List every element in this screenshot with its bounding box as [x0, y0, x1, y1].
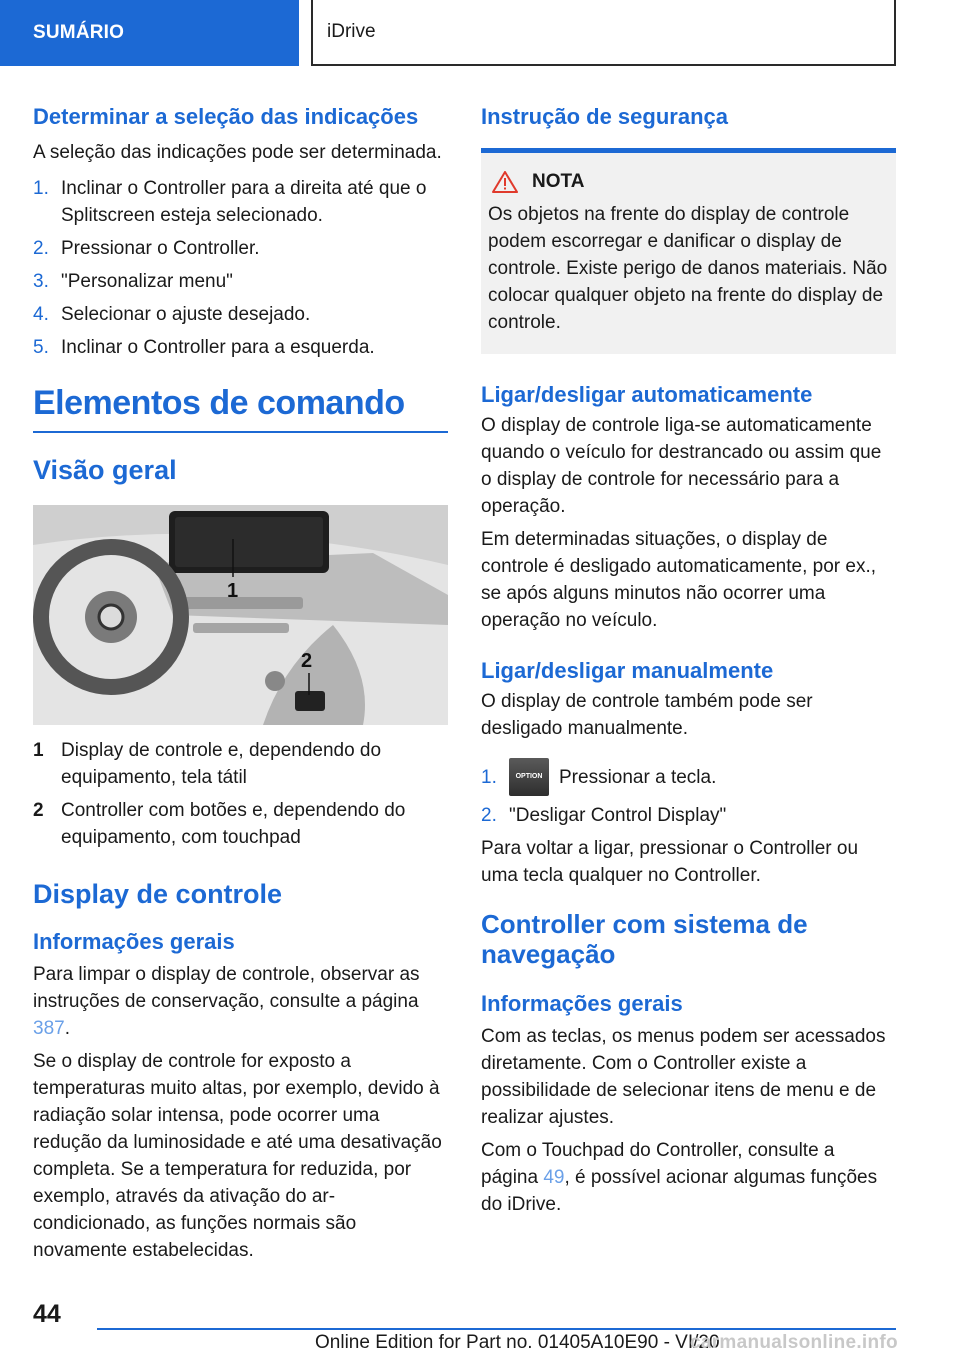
controller-subtitle: Informações gerais: [481, 991, 683, 1016]
list-item: [33, 737, 448, 791]
controller-paragraph-2: [481, 1137, 896, 1218]
list-item: [33, 797, 448, 851]
display-paragraph-2: Se o display de controle for exposto a temperaturas muito altas, por exemplo, devido à radiação solar intensa, pode ocorrer uma redução da luminosidade e até uma desativação completa. Se a temperatura for reduzida, por exemplo, através da ativação do ar-condicionado, as funções normais são novamente estabelecidas.: [33, 1051, 442, 1261]
list-item: [33, 301, 448, 328]
step-text: Inclinar o Controller para a esquerda.: [61, 337, 375, 358]
step-number: 2.: [481, 805, 497, 826]
page-number: 44: [33, 1300, 61, 1328]
selection-steps: [33, 175, 448, 361]
chapter-label: iDrive: [327, 21, 376, 42]
legend-text: Controller com botões e, dependendo do equipamento, com touchpad: [61, 800, 406, 848]
list-item: [33, 175, 448, 229]
auto-paragraph-2: Em determinadas situações, o display de controle é desligado automaticamente, por ex., se após alguns minutos não ocorrer uma operação no veículo.: [481, 529, 877, 631]
controller-text: Com o Touchpad do Controller, consulte a página: [481, 1140, 835, 1188]
list-item: [33, 235, 448, 262]
step-text: "Desligar Control Display": [509, 805, 727, 826]
display-text: Para limpar o display de controle, observar as instruções de conservação, consulte a página: [33, 964, 420, 1012]
manual-steps: [481, 758, 896, 829]
right-column: [481, 100, 896, 1218]
option-key-icon: OPTION: [509, 758, 549, 796]
legend-number: 1: [33, 740, 44, 761]
summary-tab[interactable]: SUMÁRIO: [0, 0, 299, 66]
watermark: carmanualsonline.info: [690, 1332, 898, 1353]
list-item: [481, 758, 896, 796]
note-text: Os objetos na frente do display de controle podem escorregar e danificar o display de controle. Existe perigo de danos materiais. Não colocar qualquer objeto na frente do display de controle.: [488, 204, 888, 333]
section-title-selection: Determinar a seleção das indicações: [33, 104, 419, 129]
list-item: [481, 802, 896, 829]
manual-paragraph-1: O display de controle também pode ser desligado manualmente.: [481, 691, 813, 739]
cockpit-photo: [33, 505, 448, 725]
auto-title: Ligar/desligar automaticamente: [481, 382, 813, 407]
note-box: [481, 148, 896, 354]
page-link-387[interactable]: 387: [33, 1018, 65, 1039]
safety-title: Instrução de segurança: [481, 104, 728, 129]
overview-title: Visão geral: [33, 455, 177, 485]
cockpit-illustration: [33, 505, 448, 725]
list-item: [33, 268, 448, 295]
display-paragraph-1: [33, 961, 448, 1042]
note-header: [488, 171, 888, 193]
step-text: Selecionar o ajuste desejado.: [61, 304, 311, 325]
manual-paragraph-2: Para voltar a ligar, pressionar o Controller ou uma tecla qualquer no Controller.: [481, 838, 859, 886]
legend-number: 2: [33, 800, 44, 821]
step-text: Pressionar o Controller.: [61, 238, 260, 259]
controller-paragraph-1: Com as teclas, os menus podem ser acessados diretamente. Com o Controller existe a possibilidade de selecionar itens de menu e de realizar ajustes.: [481, 1026, 886, 1128]
edition-text: Online Edition for Part no. 01405A10E90 - VI/20: [315, 1332, 720, 1353]
chapter-title: [311, 0, 896, 66]
manual-title: Ligar/desligar manualmente: [481, 658, 774, 683]
chapter-heading: Elementos de comando: [33, 381, 448, 433]
callout-2: 2: [301, 650, 313, 672]
callout-1: 1: [227, 580, 239, 602]
step-number: 5.: [33, 337, 49, 358]
step-number: 3.: [33, 271, 49, 292]
controller-text-end: , é possível acionar algumas funções do iDrive.: [481, 1167, 878, 1215]
display-text-end: .: [64, 1018, 70, 1039]
step-number: 2.: [33, 238, 49, 259]
note-label: NOTA: [532, 171, 585, 192]
step-number: 1.: [481, 766, 497, 788]
footer-divider: [97, 1328, 896, 1330]
page-link-49[interactable]: 49: [543, 1167, 565, 1188]
step-text: Pressionar a tecla.: [559, 766, 717, 788]
warning-icon: [492, 171, 518, 193]
step-text: Inclinar o Controller para a direita até que o Splitscreen esteja selecionado.: [61, 178, 427, 226]
step-number: 1.: [33, 178, 49, 199]
auto-paragraph-1: O display de controle liga-se automaticamente quando o veículo for destrancado ou assim que o display de controle for necessário para a operação.: [481, 415, 882, 517]
legend-text: Display de controle e, dependendo do equipamento, tela tátil: [61, 740, 382, 788]
step-text: "Personalizar menu": [61, 271, 233, 292]
left-column: [33, 100, 448, 1264]
display-title: Display de controle: [33, 879, 283, 909]
list-item: [33, 334, 448, 361]
step-number: 4.: [33, 304, 49, 325]
overview-legend: [33, 737, 448, 851]
display-subtitle: Informações gerais: [33, 929, 235, 954]
controller-title: Controller com sistema de navegação: [481, 909, 808, 969]
selection-intro: A seleção das indicações pode ser determinada.: [33, 142, 442, 163]
